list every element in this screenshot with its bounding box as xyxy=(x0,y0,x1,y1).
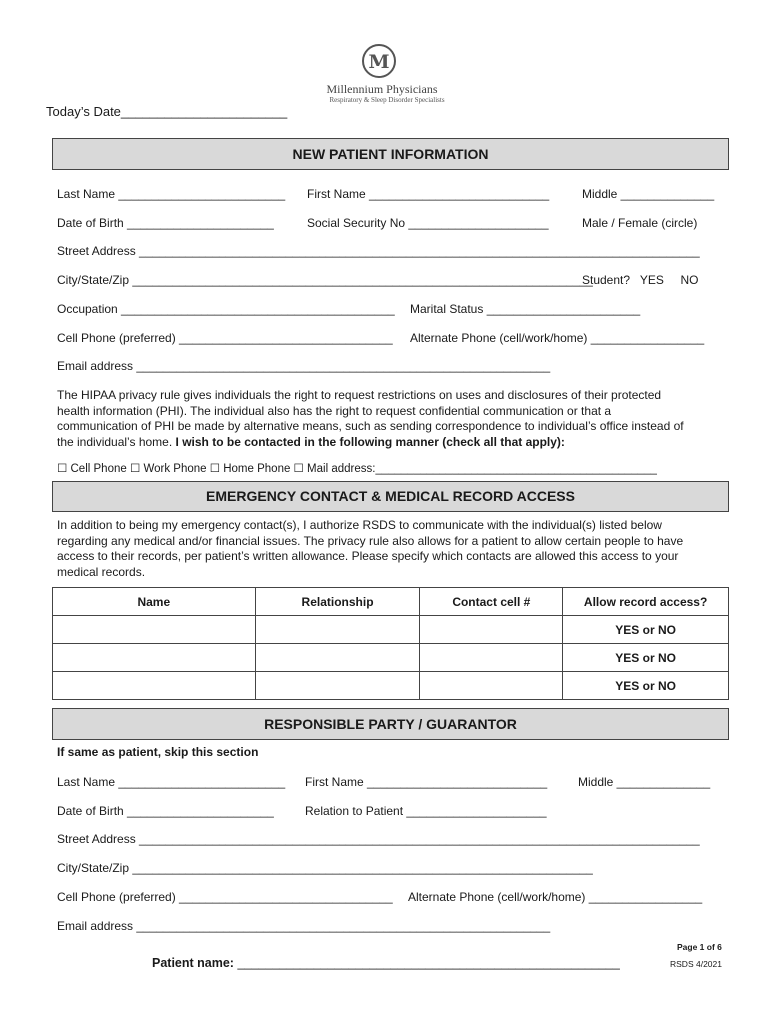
first-name-field[interactable]: First Name ___________________________ xyxy=(307,187,550,201)
practice-logo xyxy=(312,44,462,108)
guarantor-email-field[interactable]: Email address ______________________________________________________________ xyxy=(57,919,551,933)
section-title-new-patient: NEW PATIENT INFORMATION xyxy=(52,138,729,170)
guarantor-last-name-field[interactable]: Last Name _________________________ xyxy=(57,775,286,789)
relation-to-patient-field[interactable]: Relation to Patient _____________________ xyxy=(305,804,547,818)
relationship-cell[interactable] xyxy=(255,672,420,700)
guarantor-first-name-field[interactable]: First Name ___________________________ xyxy=(305,775,548,789)
paragraph-line: In addition to being my emergency contact(s), I authorize RSDS to communicate with the individual(s) listed below xyxy=(57,518,662,532)
table-row xyxy=(53,672,729,700)
form-code: RSDS 4/2021 xyxy=(670,959,722,969)
table-header-row xyxy=(53,588,729,616)
cell-phone-field[interactable]: Cell Phone (preferred) ________________________________ xyxy=(57,331,393,345)
student-field[interactable]: Student? YES NO xyxy=(582,273,699,287)
patient-name-footer[interactable] xyxy=(152,956,620,970)
practice-tagline: Respiratory & Sleep Disorder Specialists xyxy=(329,96,445,104)
table-row xyxy=(53,616,729,644)
skip-section-note: If same as patient, skip this section xyxy=(57,745,259,759)
contact-cell-cell[interactable] xyxy=(420,644,563,672)
section-title-emergency-contact: EMERGENCY CONTACT & MEDICAL RECORD ACCESS xyxy=(52,481,729,512)
alternate-phone-field[interactable]: Alternate Phone (cell/work/home) _________________ xyxy=(410,331,705,345)
guarantor-cell-field[interactable]: Cell Phone (preferred) ________________________________ xyxy=(57,890,393,904)
email-field[interactable]: Email address ______________________________________________________________ xyxy=(57,359,551,373)
guarantor-city-field[interactable]: City/State/Zip _____________________________________________________________________ xyxy=(57,861,593,875)
contact-cell-cell[interactable] xyxy=(420,616,563,644)
contact-preference-prompt: I wish to be contacted in the following manner (check all that apply): xyxy=(175,434,565,449)
patient-name-line[interactable]: _______________________________________________________ xyxy=(237,956,620,970)
guarantor-dob-field[interactable]: Date of Birth ______________________ xyxy=(57,804,274,818)
emergency-contact-paragraph xyxy=(57,518,731,580)
hipaa-notice xyxy=(57,388,731,450)
occupation-field[interactable]: Occupation _________________________________________ xyxy=(57,302,395,316)
ssn-field[interactable]: Social Security No _____________________ xyxy=(307,216,549,230)
relationship-cell[interactable] xyxy=(255,644,420,672)
marital-status-field[interactable]: Marital Status _______________________ xyxy=(410,302,641,316)
emergency-contacts-table xyxy=(52,587,729,700)
contact-name-cell[interactable] xyxy=(53,672,256,700)
record-access-cell[interactable]: YES or NO xyxy=(563,672,729,700)
hipaa-text: the individual’s home. xyxy=(57,434,176,449)
column-header-record-access: Allow record access? xyxy=(563,588,729,616)
street-address-field[interactable]: Street Address ____________________________________________________________________________________ xyxy=(57,244,700,258)
record-access-cell[interactable]: YES or NO xyxy=(563,644,729,672)
column-header-name: Name xyxy=(53,588,256,616)
hipaa-line: The HIPAA privacy rule gives individuals the right to request restrictions on uses and disclosures of their protected xyxy=(57,388,662,402)
contact-name-cell[interactable] xyxy=(53,644,256,672)
column-header-relationship: Relationship xyxy=(255,588,420,616)
guarantor-street-field[interactable]: Street Address ____________________________________________________________________________________ xyxy=(57,832,700,846)
hipaa-line: communication of PHI be made by alternative means, such as sending correspondence to individual’s office instead of xyxy=(57,419,684,433)
logo-emblem xyxy=(362,44,396,78)
patient-name-label: Patient name: xyxy=(152,956,234,970)
sex-field[interactable]: Male / Female (circle) xyxy=(582,216,698,230)
page-number: Page 1 of 6 xyxy=(677,942,722,952)
relationship-cell[interactable] xyxy=(255,616,420,644)
table-row xyxy=(53,644,729,672)
section-title-responsible-party: RESPONSIBLE PARTY / GUARANTOR xyxy=(52,708,729,740)
todays-date-field[interactable]: Today’s Date_______________________ xyxy=(46,104,288,119)
hipaa-line xyxy=(57,435,731,451)
last-name-field[interactable]: Last Name _________________________ xyxy=(57,187,286,201)
paragraph-line: medical records. xyxy=(57,564,146,579)
logo-initial: M xyxy=(368,51,390,73)
guarantor-middle-field[interactable]: Middle ______________ xyxy=(578,775,711,789)
hipaa-line: health information (PHI). The individual also has the right to request confidential communication or that a xyxy=(57,403,612,418)
practice-name: Millennium Physicians xyxy=(326,82,438,96)
paragraph-line: access to their records, per patient’s written allowance. Please specify which contacts are allowed this access to your xyxy=(57,549,679,563)
column-header-contact-cell: Contact cell # xyxy=(420,588,563,616)
contact-cell-cell[interactable] xyxy=(420,672,563,700)
record-access-cell[interactable]: YES or NO xyxy=(563,616,729,644)
dob-field[interactable]: Date of Birth ______________________ xyxy=(57,216,274,230)
middle-name-field[interactable]: Middle ______________ xyxy=(582,187,715,201)
contact-method-checkboxes[interactable]: ☐ Cell Phone ☐ Work Phone ☐ Home Phone ☐ Mail address:____________________________________________ xyxy=(57,463,657,475)
city-state-zip-field[interactable]: City/State/Zip _____________________________________________________________________ xyxy=(57,273,593,287)
contact-name-cell[interactable] xyxy=(53,616,256,644)
guarantor-alt-phone-field[interactable]: Alternate Phone (cell/work/home) _________________ xyxy=(408,890,703,904)
paragraph-line: regarding any medical and/or financial issues. The privacy rule also allows for a patient to allow certain people to have xyxy=(57,533,684,548)
